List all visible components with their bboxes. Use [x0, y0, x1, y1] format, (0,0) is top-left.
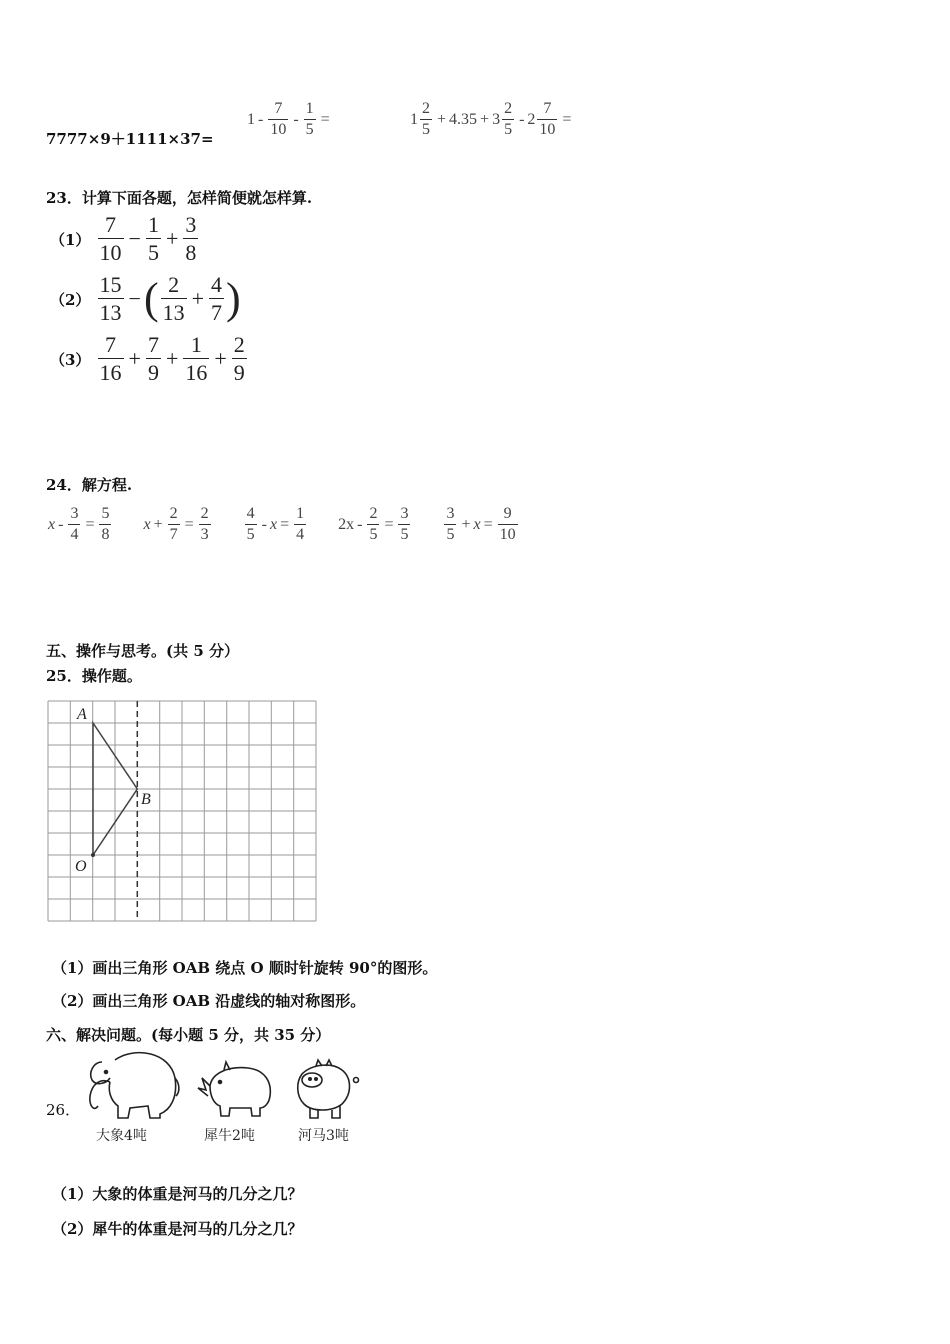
numerator: 2: [502, 100, 514, 120]
point-o: [91, 853, 95, 857]
denominator: 5: [305, 121, 314, 139]
denominator: 10: [270, 121, 287, 139]
denominator: 13: [99, 300, 122, 326]
operator: −: [128, 225, 141, 251]
operator: +: [153, 515, 163, 533]
numerator: 4: [245, 505, 257, 525]
numerator: 3: [444, 505, 456, 525]
numerator: 7: [537, 100, 557, 120]
equation-5: [442, 505, 519, 545]
question-25-part-2: （2）画出三角形 OAB 沿虚线的轴对称图形。: [52, 992, 366, 1010]
animal-label-rhinoceros: 犀牛2吨: [204, 1128, 255, 1144]
question-26-part-1: （1）大象的体重是河马的几分之几？: [52, 1185, 303, 1203]
fraction: [98, 272, 124, 326]
equals: =: [483, 515, 493, 533]
equals: =: [184, 515, 194, 533]
fraction: [245, 505, 257, 545]
fraction: [199, 505, 211, 545]
operator: +: [191, 285, 205, 311]
fraction: [68, 505, 80, 545]
numerator: 1: [146, 212, 161, 239]
decimal-number: 4.35: [449, 110, 478, 128]
rhinoceros-icon: [198, 1062, 270, 1116]
equals: =: [320, 110, 330, 128]
operator: -: [293, 110, 299, 128]
grid-lines: [48, 701, 316, 921]
fraction: [98, 332, 124, 386]
grid-figure: [47, 700, 319, 924]
operator: -: [58, 515, 64, 533]
equation-4: [338, 505, 412, 545]
part-label: （1）: [50, 230, 91, 249]
question-25-part-1: （1）画出三角形 OAB 绕点 O 顺时针旋转 90°的图形。: [52, 959, 438, 977]
whole-number: 1: [410, 110, 418, 128]
operator: -: [258, 110, 264, 128]
denominator: 8: [101, 526, 110, 544]
expression-2: [247, 100, 333, 140]
question-23-part-2: [50, 272, 241, 326]
denominator: 5: [422, 121, 430, 139]
fraction: [537, 100, 557, 140]
equals: =: [384, 515, 394, 533]
elephant-icon: [90, 1053, 179, 1118]
numerator: 15: [98, 272, 124, 299]
denominator: 16: [99, 360, 122, 386]
denominator: 7: [211, 300, 223, 326]
question-26-number: 26．: [46, 1101, 81, 1119]
animal-label-elephant: 大象4吨: [96, 1128, 147, 1144]
right-parenthesis: ): [226, 273, 241, 323]
label-a: A: [77, 706, 87, 723]
denominator: 16: [185, 360, 208, 386]
operator: -: [519, 110, 525, 128]
operator: +: [128, 345, 141, 371]
denominator: 5: [147, 240, 159, 266]
question-25-title: 25．操作题。: [46, 667, 142, 685]
numerator: 1: [183, 332, 209, 359]
question-24-title: 24．解方程.: [46, 476, 133, 494]
denominator: 5: [246, 526, 255, 544]
operator: +: [214, 345, 227, 371]
equals: =: [562, 110, 572, 128]
fraction: [232, 332, 247, 386]
denominator: 10: [99, 240, 122, 266]
operator: +: [165, 225, 179, 251]
expression-1: 7777×9＋1111×37=: [46, 130, 214, 148]
denominator: 3: [200, 526, 209, 544]
part-label: （3）: [50, 350, 91, 369]
operator: +: [437, 110, 447, 128]
equation-1: [48, 505, 113, 545]
fraction: [98, 212, 124, 266]
fraction: [183, 212, 198, 266]
numerator: 5: [99, 505, 111, 525]
denominator: 4: [70, 526, 79, 544]
question-23-title: 23．计算下面各题，怎样简便就怎样算.: [46, 189, 313, 207]
fraction: [444, 505, 456, 545]
numerator: 2: [420, 100, 432, 120]
numerator: 7: [98, 332, 124, 359]
numerator: 2: [367, 505, 379, 525]
fraction: [99, 505, 111, 545]
numerator: 3: [68, 505, 80, 525]
part-label: （2）: [50, 290, 91, 309]
denominator: 10: [499, 526, 516, 544]
fraction: [498, 505, 518, 545]
expression-3: [410, 100, 574, 140]
numerator: 9: [498, 505, 518, 525]
denominator: 4: [296, 526, 305, 544]
question-23-part-3: [50, 332, 249, 386]
operator: −: [128, 285, 141, 311]
operator: -: [261, 515, 267, 533]
fraction: [268, 100, 288, 140]
numerator: 2: [168, 505, 180, 525]
numerator: 3: [183, 212, 198, 239]
label-o: O: [75, 858, 87, 875]
label-b: B: [141, 791, 151, 808]
fraction: [146, 212, 161, 266]
denominator: 5: [446, 526, 455, 544]
numerator: 7: [268, 100, 288, 120]
numerator: 2: [161, 272, 187, 299]
fraction: [502, 100, 514, 140]
operator: -: [357, 515, 363, 533]
fraction: [183, 332, 209, 386]
fraction: [398, 505, 410, 545]
equation-2: [143, 505, 212, 545]
variable: x: [269, 515, 278, 533]
numerator: 2: [232, 332, 247, 359]
numerator: 1: [304, 100, 316, 120]
operator: +: [480, 110, 490, 128]
variable: 2x: [338, 515, 355, 533]
equals: =: [85, 515, 95, 533]
numerator: 1: [294, 505, 306, 525]
fraction: [304, 100, 316, 140]
numerator: 2: [199, 505, 211, 525]
denominator: 7: [169, 526, 178, 544]
animal-label-hippopotamus: 河马3吨: [298, 1128, 349, 1144]
equals: =: [280, 515, 290, 533]
left-parenthesis: (: [143, 273, 159, 323]
fraction: [420, 100, 432, 140]
hippopotamus-icon: [298, 1060, 359, 1118]
denominator: 5: [504, 121, 513, 139]
fraction: [294, 505, 306, 545]
section-5-heading: 五、操作与思考。(共 5 分）: [46, 642, 239, 660]
numerator: 3: [398, 505, 410, 525]
variable: x: [48, 515, 56, 533]
whole-number: 1: [247, 110, 255, 128]
fraction: [146, 332, 161, 386]
fraction: [168, 505, 180, 545]
denominator: 8: [185, 240, 197, 266]
numerator: 4: [209, 272, 224, 299]
operator: +: [165, 345, 179, 371]
numerator: 7: [98, 212, 124, 239]
denominator: 10: [539, 121, 556, 139]
variable: x: [473, 515, 481, 533]
whole-number: 2: [527, 110, 536, 128]
fraction: [209, 272, 224, 326]
whole-number: 3: [492, 110, 501, 128]
operator: +: [461, 515, 471, 533]
denominator: 5: [369, 526, 378, 544]
numerator: 7: [146, 332, 161, 359]
denominator: 9: [233, 360, 245, 386]
equation-3: [243, 505, 308, 545]
fraction: [367, 505, 379, 545]
variable: x: [143, 515, 151, 533]
question-23-part-1: [50, 212, 200, 266]
question-26-part-2: （2）犀牛的体重是河马的几分之几？: [52, 1220, 303, 1238]
denominator: 9: [147, 360, 159, 386]
denominator: 5: [400, 526, 409, 544]
denominator: 13: [162, 300, 185, 326]
animals-illustration: [80, 1048, 380, 1148]
section-6-heading: 六、解决问题。(每小题 5 分，共 35 分）: [46, 1026, 331, 1044]
equation-row: [48, 505, 546, 545]
fraction: [161, 272, 187, 326]
